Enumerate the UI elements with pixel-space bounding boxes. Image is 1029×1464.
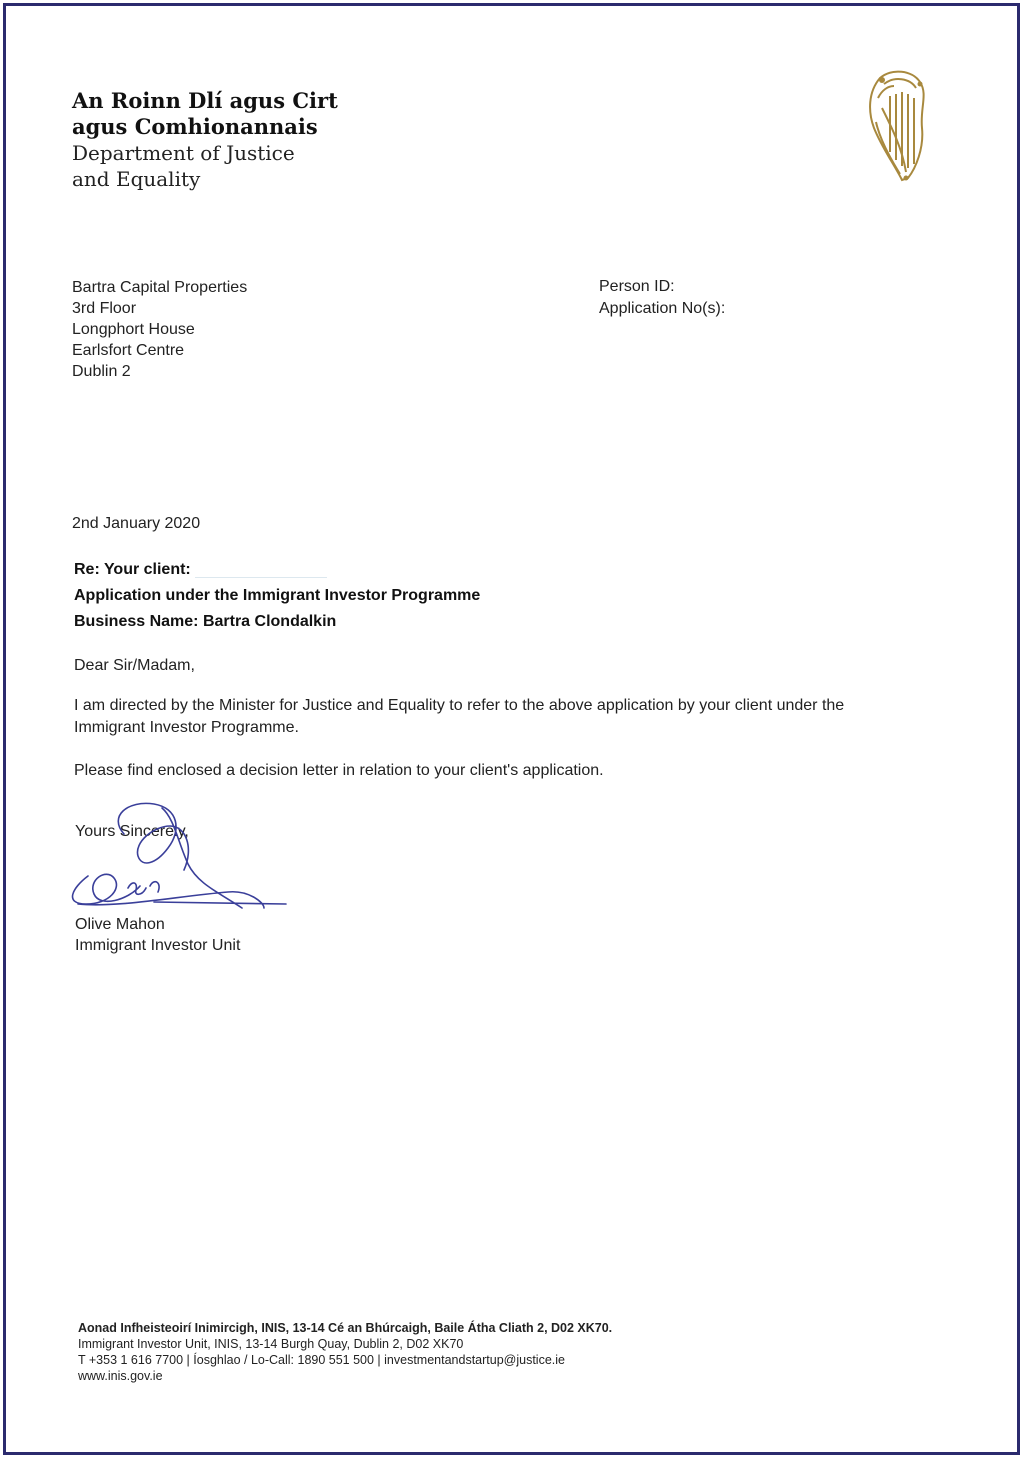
footer-irish-address: Aonad Infheisteoirí Inimircigh, INIS, 13-14 Cé an Bhúrcaigh, Baile Átha Cliath 2, D02 XK70. <box>78 1321 613 1335</box>
footer-website: www.inis.gov.ie <box>78 1369 163 1383</box>
subject-block <box>74 557 480 635</box>
dept-irish-line1: An Roinn Dlí agus Cirt <box>72 88 338 113</box>
body-paragraph-1: I am directed by the Minister for Justice and Equality to refer to the above application by your client under the Immigrant Investor Programme. <box>74 697 845 736</box>
person-id-label: Person ID: <box>599 278 675 295</box>
address-line: Earlsfort Centre <box>72 342 185 359</box>
programme-line: Application under the Immigrant Investor Programme <box>74 587 481 604</box>
harp-icon <box>862 68 930 182</box>
address-line: Bartra Capital Properties <box>72 279 248 296</box>
letter-date: 2nd January 2020 <box>72 515 201 532</box>
dept-english-line2: and Equality <box>72 167 201 191</box>
recipient-address <box>72 277 247 382</box>
signer-name: Olive Mahon <box>75 916 165 933</box>
signer-block <box>75 914 240 956</box>
business-name-line: Business Name: Bartra Clondalkin <box>74 613 337 630</box>
application-number-label: Application No(s): <box>599 300 726 317</box>
salutation: Dear Sir/Madam, <box>74 657 195 674</box>
reference-block <box>599 276 725 320</box>
signer-unit: Immigrant Investor Unit <box>75 937 241 954</box>
dept-irish-line2: agus Comhionannais <box>72 114 318 139</box>
dept-english-line1: Department of Justice <box>72 141 295 165</box>
footer-english-address: Immigrant Investor Unit, INIS, 13-14 Burgh Quay, Dublin 2, D02 XK70 <box>78 1337 464 1351</box>
department-name <box>72 88 338 192</box>
redacted-client-name <box>195 557 327 578</box>
address-line: 3rd Floor <box>72 300 137 317</box>
footer <box>78 1320 612 1384</box>
signature-image <box>58 796 298 926</box>
closing: Yours Sincerely, <box>75 823 189 840</box>
footer-contact: T +353 1 616 7700 | Íosghlao / Lo-Call: 1890 551 500 | investmentandstartup@justice.ie <box>78 1353 565 1367</box>
address-line: Longphort House <box>72 321 195 338</box>
client-line <box>74 557 480 583</box>
body-paragraph-2: Please find enclosed a decision letter in relation to your client's application. <box>74 762 604 779</box>
client-label: Re: Your client: <box>74 561 191 578</box>
address-line: Dublin 2 <box>72 363 131 380</box>
